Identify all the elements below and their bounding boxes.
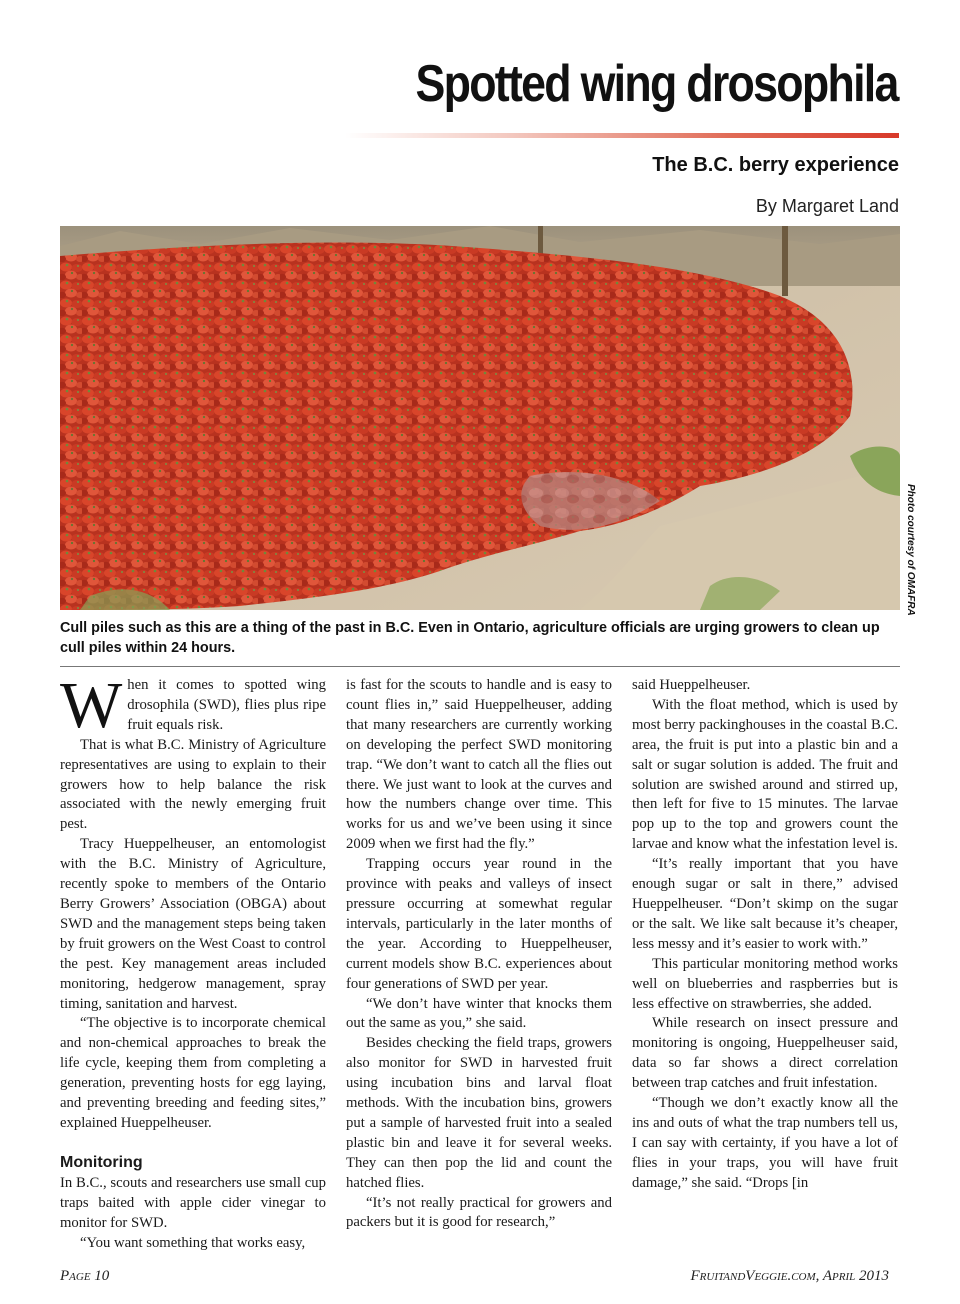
paragraph: This particular monitoring method works well on blueberries and raspberries but is less effective on strawberries, she added. — [632, 955, 898, 1012]
article-column-3 — [632, 676, 898, 1262]
article-byline: By Margaret Land — [755, 196, 899, 216]
photo-credit: Photo courtesy of OMAFRA — [905, 484, 916, 616]
article-column-1 — [60, 676, 326, 1262]
paragraph: “It’s really important that you have enough sugar or salt in there,” advised Hueppelheuser. “Don’t skimp on the sugar or the salt. We like salt because it’s cheaper, less messy and it’s easier to work with.” — [632, 856, 898, 952]
paragraph: “Though we don’t exactly know all the ins and outs of what the trap numbers tell us, I can say with certainty, if you have a lot of flies in your traps, you will have fruit damage,” she said. “Drops [in — [632, 1095, 898, 1191]
page-number: Page 10 — [60, 1268, 110, 1284]
paragraph: Trapping occurs year round in the province with peaks and valleys of insect pressure occurring at somewhat regular intervals, particularly in the later months of the year. According to Hueppelheuser, current models show B.C. experiences about four generations of SWD per year. — [346, 856, 612, 992]
paragraph: Tracy Hueppelheuser, an entomologist with the B.C. Ministry of Agriculture, recently spoke to members of the Ontario Berry Growers’ Association (OBGA) about SWD and the management steps being taken by fruit growers on the West Coast to control the pest. Key management areas included monitoring, hedgerow management, spray timing, sanitation and harvest. — [60, 836, 326, 1012]
paragraph: Besides checking the field traps, growers also monitor for SWD in harvested fruit using incubation bins and larval float methods. With the incubation bins, growers put a sample of harvested fruit into a sealed plastic bin and leave it for several weeks. They can then pop the lid and count the hatched flies. — [346, 1035, 612, 1191]
paragraph: In B.C., scouts and researchers use small cup traps baited with apple cider vinegar to monitor for SWD. — [60, 1174, 326, 1231]
article-column-2 — [346, 676, 612, 1262]
caption-divider — [60, 666, 900, 667]
paragraph: “It’s not really practical for growers and packers but it is good for research,” — [346, 1194, 612, 1231]
paragraph: When it comes to spotted wing drosophila (SWD), flies plus ripe fruit equals risk. — [60, 676, 326, 742]
paragraph: “The objective is to incorporate chemical and non-chemical approaches to break the life cycle, keeping them from completing a generation, preventing hosts for egg laying, and preventing breeding and feeding sites,” explained Hueppelheuser. — [60, 1015, 326, 1131]
paragraph: While research on insect pressure and monitoring is ongoing, Hueppelheuser said, data so far shows a direct correlation between trap catches and fruit infestation. — [632, 1015, 898, 1092]
article-headline: Spotted wing drosophila — [415, 55, 898, 113]
paragraph: With the float method, which is used by most berry packinghouses in the coastal B.C. area, the fruit is put into a plastic bin and a salt or sugar solution is added. The fruit and solution are swished around and stirred up, then left for five to 15 minutes. The larvae pop up to the top and growers count the larvae and know what the infestation level is. — [632, 696, 898, 853]
photo-caption: Cull piles such as this are a thing of the past in B.C. Even in Ontario, agriculture officials are urging growers to clean up cull piles within 24 hours. — [60, 620, 880, 656]
paragraph: “We don’t have winter that knocks them out the same as you,” she said. — [346, 995, 612, 1032]
paragraph: “You want something that works easy, — [80, 1234, 306, 1251]
publication-footer: FruitandVeggie.com, April 2013 — [690, 1268, 889, 1284]
paragraph: said Hueppelheuser. — [632, 677, 751, 693]
headline-rule — [345, 133, 899, 138]
article-subtitle: The B.C. berry experience — [652, 154, 899, 176]
paragraph: is fast for the scouts to handle and is easy to count flies in,” said Hueppelheuser, adding that many researchers are currently working on developing the perfect SWD monitoring trap. “We don’t want to catch all the flies out there. We just want to look at the curves and how the numbers change over time. This works for us and we’ve been using it since 2009 when we first had the fly.” — [346, 677, 612, 853]
drop-cap: W — [60, 676, 123, 742]
section-heading-monitoring: Monitoring — [60, 1153, 143, 1171]
paragraph: That is what B.C. Ministry of Agriculture representatives are using to explain to their growers how to help balance the risk associated with the newly emerging fruit pest. — [60, 736, 326, 833]
cull-pile-photo — [60, 226, 900, 610]
